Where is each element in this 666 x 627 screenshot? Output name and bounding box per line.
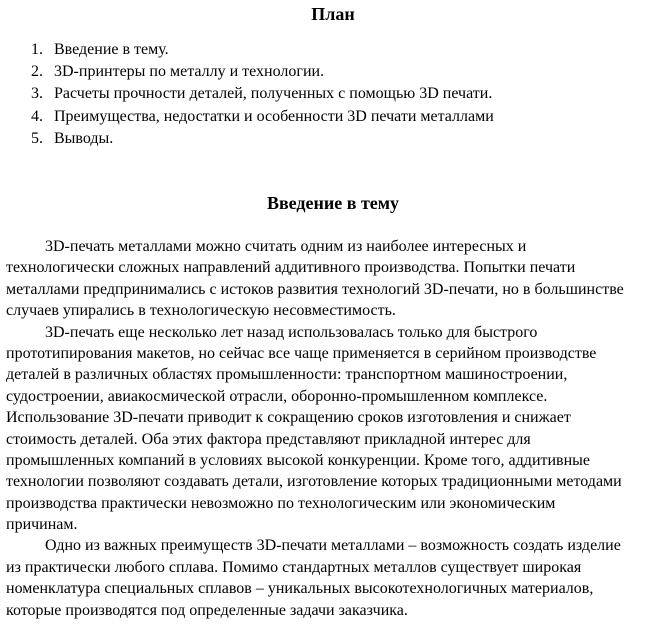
plan-item-number: 2. — [31, 63, 43, 81]
intro-body — [6, 236, 666, 621]
paragraph-line: прототипирования макетов, но сейчас все чаще применяется в серийном производстве — [6, 344, 597, 362]
plan-item-number: 3. — [31, 85, 43, 103]
paragraph-line: 3D-печать металлами можно считать одним из наиболее интересных и — [45, 238, 527, 255]
paragraph-line: из практически любого сплава. Помимо стандартных металлов существует широкая — [6, 558, 582, 576]
paragraph-line: технологии позволяют создавать детали, изготовление которых традиционными методами — [6, 473, 622, 491]
paragraph-line: металлами предпринимались с истоков развития технологий 3D-печати, но в большинстве — [6, 280, 624, 298]
plan-item-text: Выводы. — [54, 129, 114, 147]
paragraph-line: судостроении, авиакосмической отрасли, оборонно-промышленном комплексе. — [6, 387, 548, 405]
paragraph-line: производства практически невозможно по технологическим или экономическим — [6, 494, 556, 512]
paragraph-line: причинам. — [6, 516, 78, 534]
plan-item-text: Введение в тему. — [54, 41, 169, 58]
plan-item-text: Преимущества, недостатки и особенности 3D печати металлами — [54, 107, 494, 125]
paragraph-line: номенклатура специальных сплавов – уникальных высокотехнологичных материалов, — [6, 580, 594, 598]
paragraph-line: технологически сложных направлений аддитивного производства. Попытки печати — [6, 259, 576, 277]
plan-title: План — [311, 4, 355, 24]
paragraph-line: деталей в различных областях промышленности: транспортном машиностроении, — [6, 366, 568, 384]
paragraph-line: Одно из важных преимуществ 3D-печати металлами – возможность создать изделие — [45, 537, 621, 555]
paragraph-line: которые производятся под определенные задачи заказчика. — [6, 601, 408, 619]
plan-item-number: 4. — [31, 107, 43, 125]
intro-title: Введение в тему — [266, 193, 400, 213]
plan-item-number: 1. — [31, 41, 43, 58]
paragraph-line: стоимость деталей. Оба этих фактора представляют прикладной интерес для — [6, 430, 531, 448]
paragraph-line: случаев упирались в технологическую несовместимость. — [6, 302, 396, 320]
plan-item-text: 3D-принтеры по металлу и технологии. — [54, 63, 325, 81]
paragraph-line: промышленных компаний в условиях высокой конкуренции. Кроме того, аддитивные — [6, 451, 591, 469]
paragraph-line: 3D-печать еще несколько лет назад использовалась только для быстрого — [45, 323, 538, 341]
plan-item-number: 5. — [31, 129, 43, 147]
paragraph-line: Использование 3D-печати приводит к сокращению сроков изготовления и снижает — [6, 409, 571, 427]
plan-item-text: Расчеты прочности деталей, полученных с помощью 3D печати. — [54, 85, 493, 103]
